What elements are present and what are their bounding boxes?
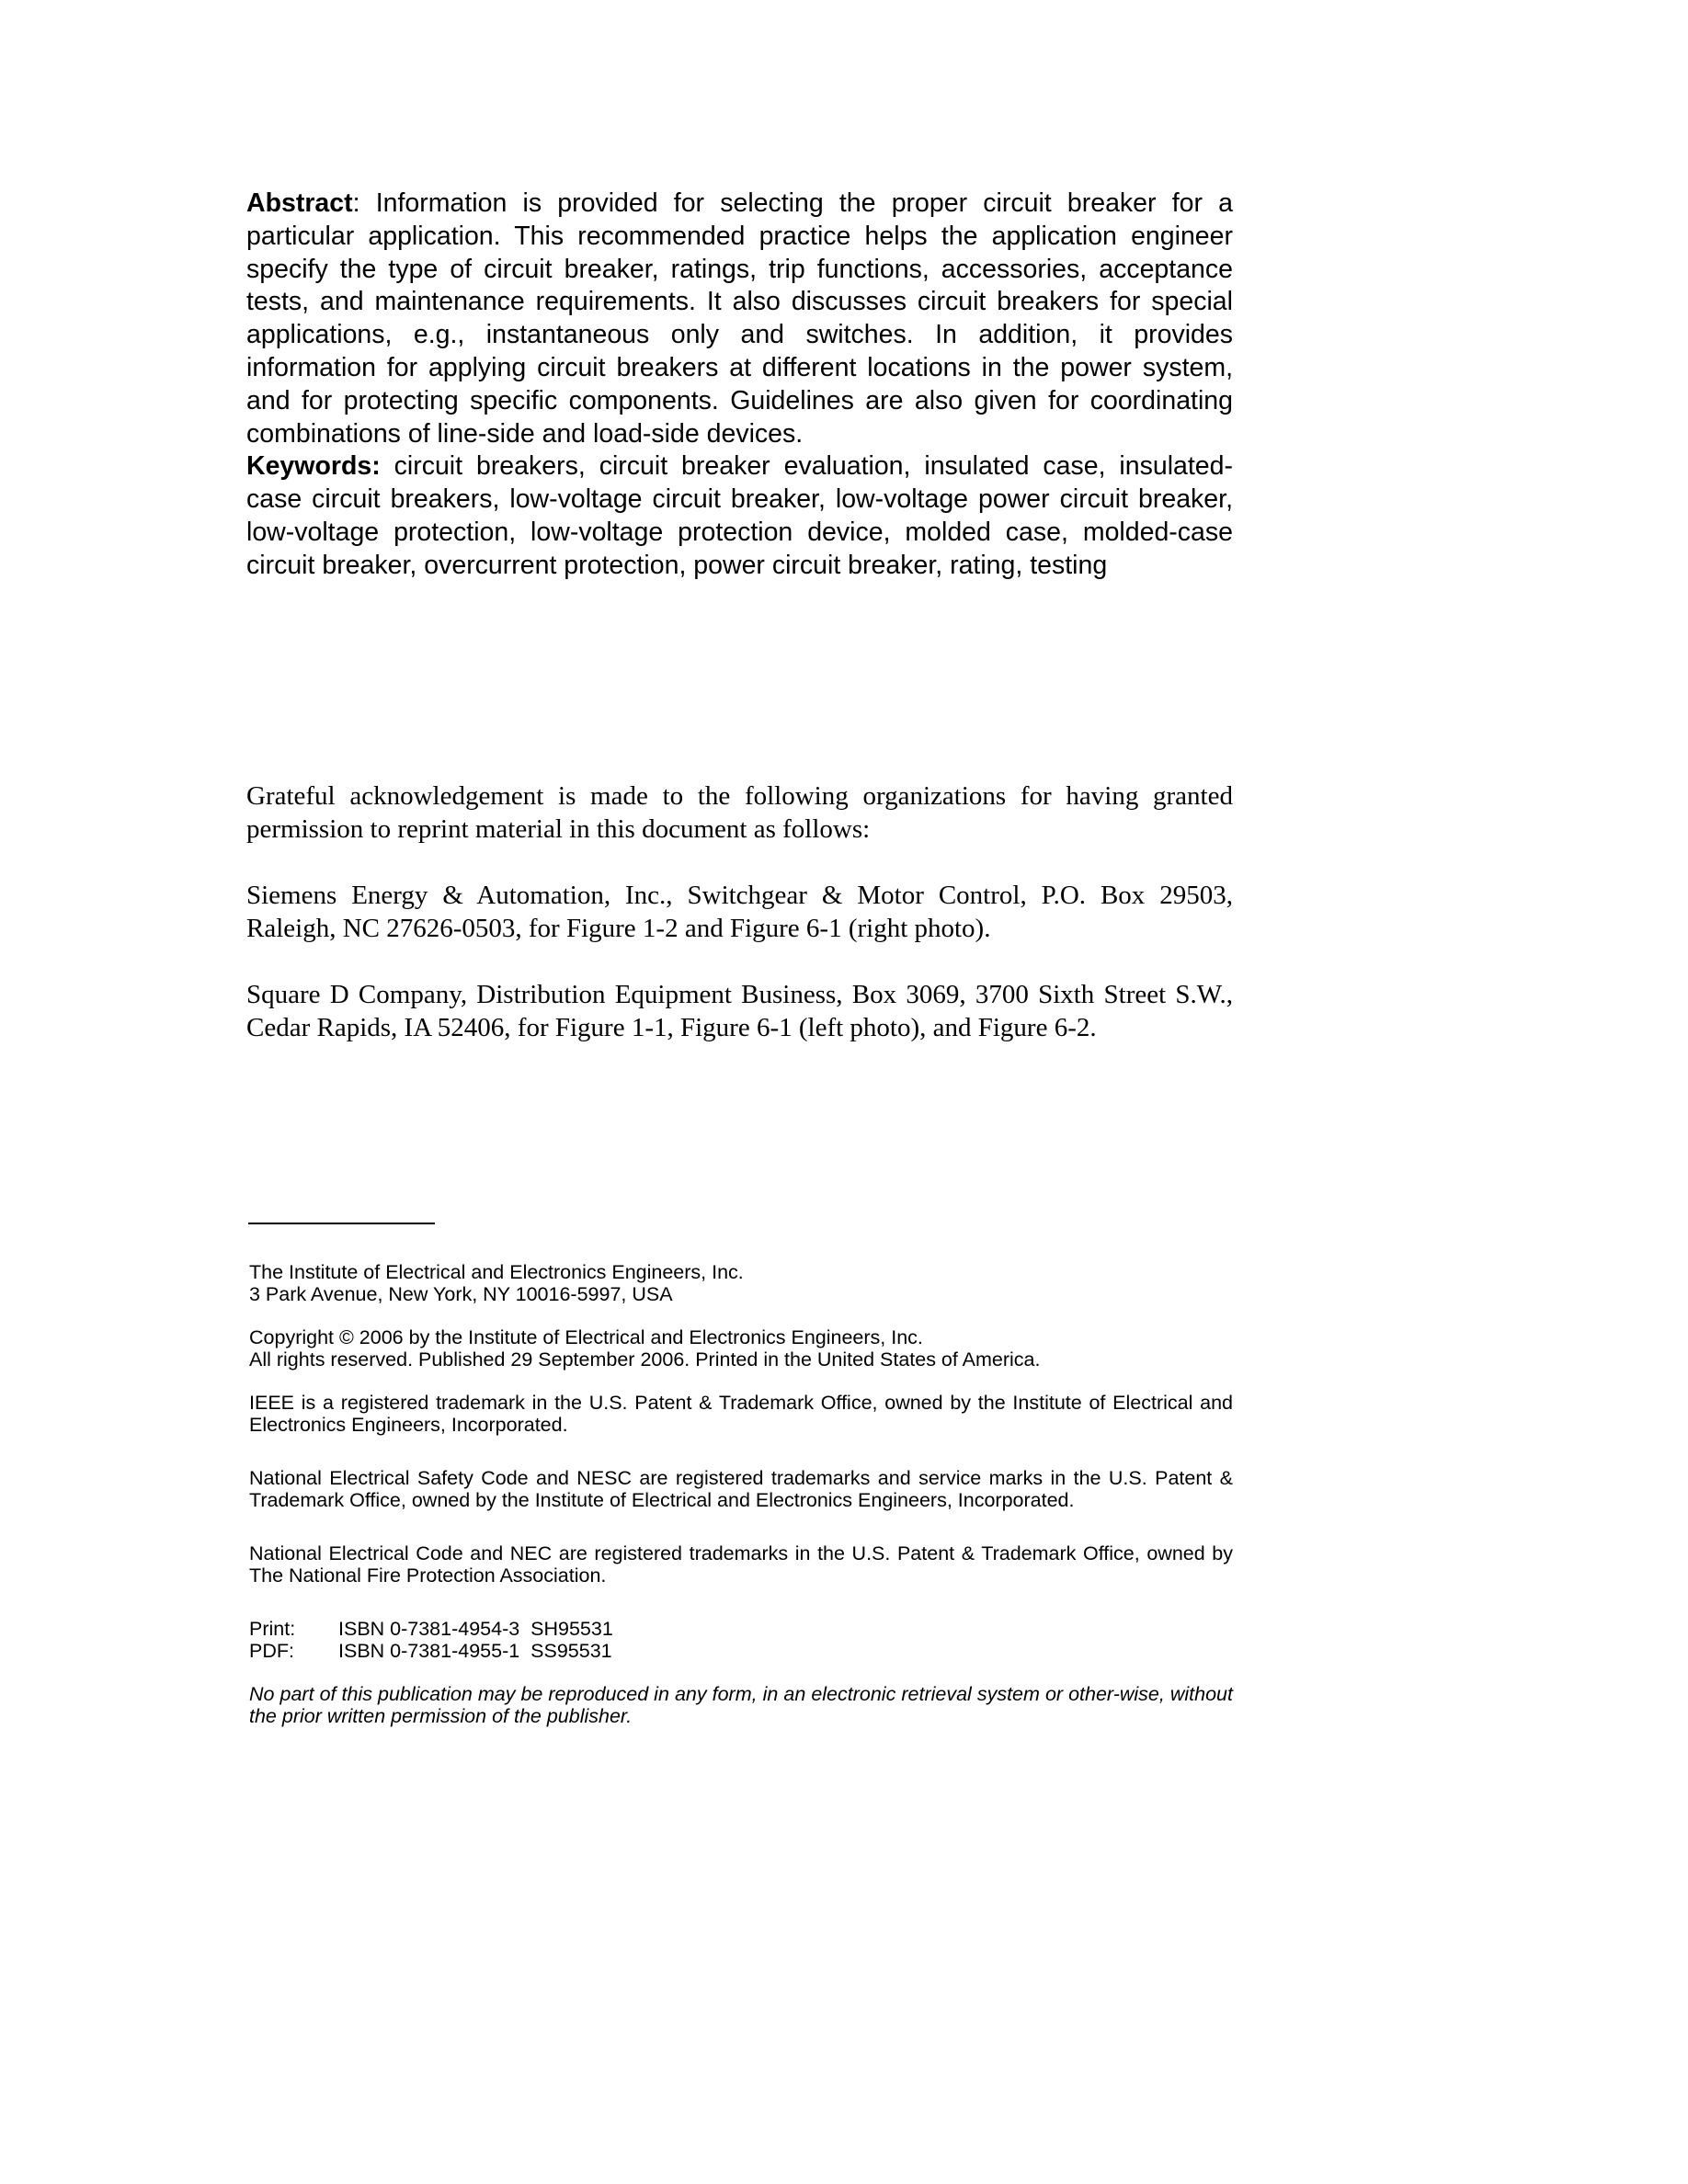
acknowledgement-intro: Grateful acknowledgement is made to the following organizations for having granted permission to reprint material in this document as follows:	[246, 781, 1233, 844]
isbn-pdf-value: ISBN 0-7381-4955-1 SS95531	[338, 1640, 612, 1662]
nesc-trademark-notice: National Electrical Safety Code and NESC are registered trademarks and service marks in the U.S. Patent & Trademark Office, owned by the Institute of Electrical and Electronics Engineers, Incorporated.	[249, 1467, 1233, 1511]
ieee-trademark-notice: IEEE is a registered trademark in the U.S. Patent & Trademark Office, owned by the Institute of Electrical and Electronics Engineers, Incorporated.	[249, 1392, 1233, 1436]
acknowledgement-section	[246, 779, 1233, 1077]
abstract-paragraph	[246, 188, 1233, 450]
copyright-line: Copyright © 2006 by the Institute of Electrical and Electronics Engineers, Inc.	[249, 1326, 923, 1348]
abstract-section	[246, 188, 1233, 583]
acknowledgement-siemens: Siemens Energy & Automation, Inc., Switchgear & Motor Control, P.O. Box 29503, Raleigh, NC 27626-0503, for Figure 1-2 and Figure 6-1 (right photo).	[246, 881, 1233, 943]
isbn-pdf-row	[249, 1640, 1233, 1662]
abstract-label: Abstract	[246, 188, 353, 218]
isbn-print-label: Print:	[249, 1618, 296, 1640]
keywords-label: Keywords:	[246, 451, 381, 482]
acknowledgement-square-d: Square D Company, Distribution Equipment Business, Box 3069, 3700 Sixth Street S.W., Cedar Rapids, IA 52406, for Figure 1-1, Figure 6-1 (left photo), and Figure 6-2.	[246, 980, 1233, 1042]
keywords-text: circuit breakers, circuit breaker evaluation, insulated case, insulated-case circuit breakers, low-voltage circuit breaker, low-voltage power circuit breaker, low-voltage protection, low-voltage protection device, molded case, molded-case circuit breaker, overcurrent protection, power circuit breaker, rating, testing	[246, 451, 1233, 580]
keywords-paragraph	[246, 450, 1233, 582]
publisher-address: 3 Park Avenue, New York, NY 10016-5997, USA	[249, 1283, 673, 1305]
isbn-pdf-label: PDF:	[249, 1640, 294, 1662]
imprint-section	[249, 1261, 1233, 1727]
footnote-divider	[248, 1223, 435, 1224]
isbn-print-row	[249, 1618, 1233, 1640]
isbn-print-value: ISBN 0-7381-4954-3 SH95531	[338, 1618, 613, 1640]
rights-line: All rights reserved. Published 29 September 2006. Printed in the United States of America.	[249, 1348, 1041, 1371]
publisher-name: The Institute of Electrical and Electronics Engineers, Inc.	[249, 1261, 744, 1283]
abstract-text: : Information is provided for selecting the proper circuit breaker for a particular application. This recommended practice helps the application engineer specify the type of circuit breaker, ratings, trip functions, accessories, acceptance tests, and maintenance requirements. It also discusses circuit breakers for special applications, e.g., instantaneous only and switches. In addition, it provides information for applying circuit breakers at different locations in the power system, and for protecting specific components. Guidelines are also given for coordinating combinations of line-side and load-side devices.	[246, 188, 1233, 449]
reproduction-notice: No part of this publication may be reproduced in any form, in an electronic retrieval system or other-wise, without the prior written permission of the publisher.	[249, 1683, 1233, 1727]
nec-trademark-notice: National Electrical Code and NEC are registered trademarks in the U.S. Patent & Trademark Office, owned by The National Fire Protection Association.	[249, 1542, 1233, 1587]
